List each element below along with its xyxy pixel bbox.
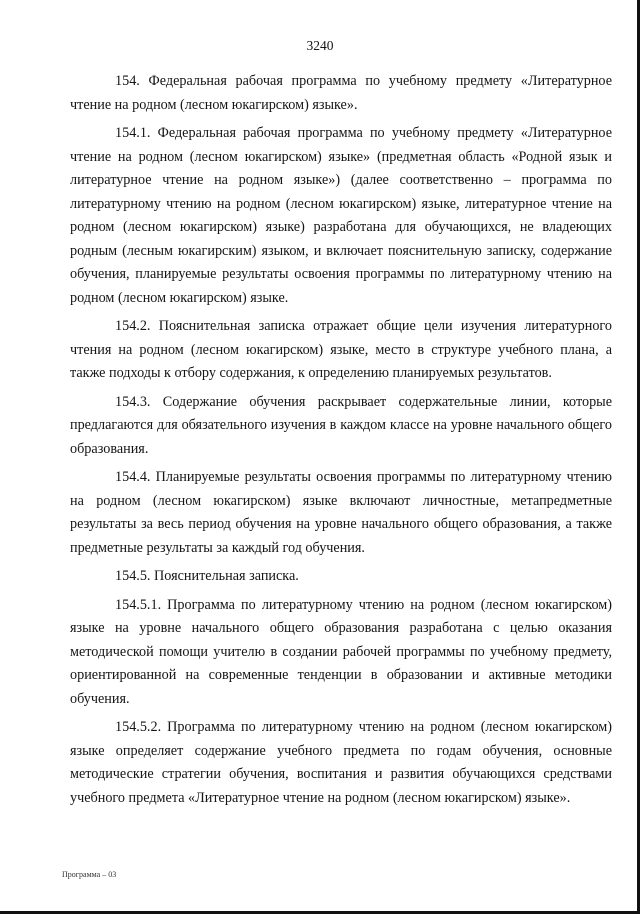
paragraph-154-5-2: 154.5.2. Программа по литературному чтению на родном (лесном юкагирском) языке определяет содержание учебного предмета по годам обучения, основные методические стратегии обучения, воспитания и развития обучающихся средствами учебного предмета «Литературное чтение на родном (лесном юкагирском) языке».: [70, 719, 612, 806]
page-number: 3240: [306, 38, 334, 53]
paragraph-154: 154. Федеральная рабочая программа по учебному предмету «Литературное чтение на родном (лесном юкагирском) языке».: [70, 73, 612, 113]
paragraph-154-5-1: 154.5.1. Программа по литературному чтению на родном (лесном юкагирском) языке на уровне начального общего образования разработана с целью оказания методической помощи учителю в создании рабочей программы по учебному предмету, ориентированной на современные тенденции в образовании и активные методики обучения.: [70, 596, 612, 707]
document-body: [70, 70, 612, 815]
paragraph-154-1: 154.1. Федеральная рабочая программа по учебному предмету «Литературное чтение на родном (лесном юкагирском) языке» (предметная область «Родной язык и литературное чтение на родном языке») (далее соответственно – программа по литературному чтению на родном (лесном юкагирском) языке, литературное чтение на родном (лесном юкагирском) языке) разработана для обучающихся, не владеющих родным (лесным юкагирским) языком, и включает пояснительную записку, содержание обучения, планируемые результаты освоения программы по литературному чтению на родном (лесном юкагирском) языке.: [70, 125, 612, 306]
paragraph-154-2: 154.2. Пояснительная записка отражает общие цели изучения литературного чтения на родном (лесном юкагирском) языке, место в структуре учебного плана, а также подходы к отбору содержания, к определению планируемых результатов.: [70, 318, 612, 381]
paragraph-154-4: 154.4. Планируемые результаты освоения программы по литературному чтению на родном (лесном юкагирском) языке включают личностные, метапредметные результаты за весь период обучения на уровне начального общего образования, а также предметные результаты за каждый год обучения.: [70, 469, 612, 556]
page-footer: Программа – 03: [62, 870, 117, 879]
paragraph-154-5: 154.5. Пояснительная записка.: [115, 568, 299, 584]
paragraph-154-3: 154.3. Содержание обучения раскрывает содержательные линии, которые предлагаются для обязательного изучения в каждом классе на уровне начального общего образования.: [70, 393, 612, 457]
